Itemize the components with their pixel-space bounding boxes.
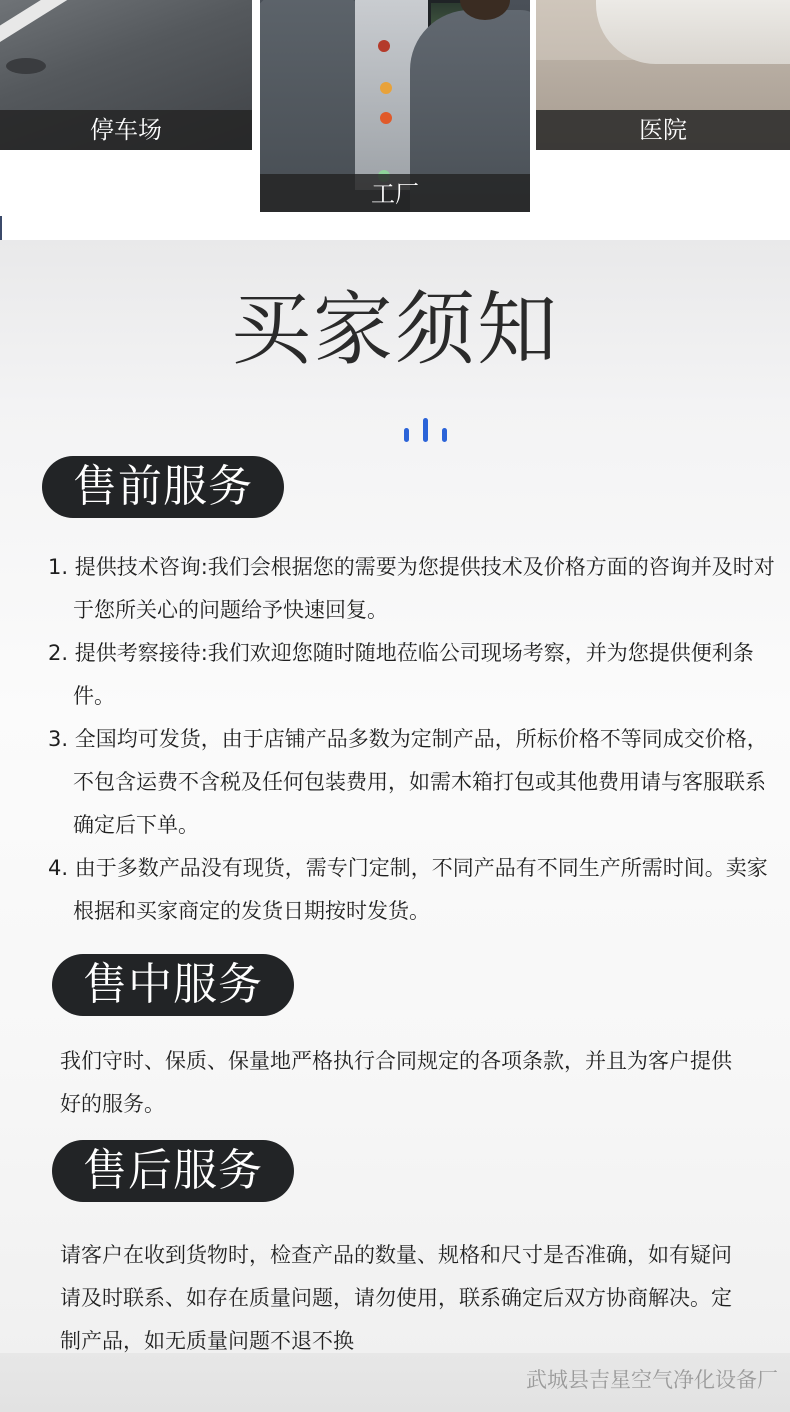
hospital-photo: [536, 0, 790, 150]
after-sale-heading: 售后服务: [52, 1140, 294, 1202]
notice-title: 买家须知: [231, 283, 559, 376]
deco-bar: [442, 428, 447, 442]
buyer-notice-panel: [0, 240, 790, 1412]
parking-photo: [0, 0, 252, 150]
reception-desk: [596, 0, 790, 64]
factory-photo: [260, 0, 530, 212]
pre-sale-item: 1. 提供技术咨询:我们会根据您的需要为您提供技术及价格方面的咨询并及时对于您所关心的问题给予快速回复。: [48, 555, 775, 622]
pre-sale-item: 3. 全国均可发货，由于店铺产品多数为定制产品，所标价格不等同成交价格，不包含运费不含税及任何包装费用，如需木箱打包或其他费用请与客服联系确定后下单。: [48, 727, 768, 837]
deco-bar: [423, 418, 428, 442]
after-sale-text: 请客户在收到货物时，检查产品的数量、规格和尺寸是否准确，如有疑问请及时联系、如存在质量问题，请勿使用，联系确定后双方协商解决。定制产品，如无质量问题不退不换: [60, 1243, 732, 1353]
pre-sale-item: 2. 提供考察接待:我们欢迎您随时随地莅临公司现场考察，并为您提供便利条件。: [48, 641, 754, 708]
footer-band: [0, 1353, 790, 1412]
factory-caption: 工厂: [260, 174, 530, 212]
in-sale-heading: 售中服务: [52, 954, 294, 1016]
parking-caption: 停车场: [0, 110, 252, 150]
deco-bar: [404, 428, 409, 442]
indicator-lamp: [380, 112, 392, 124]
pre-sale-item: 4. 由于多数产品没有现货，需专门定制，不同产品有不同生产所需时间。卖家根据和买家商定的发货日期按时发货。: [48, 856, 768, 923]
parking-line: [0, 0, 252, 50]
indicator-lamp: [380, 82, 392, 94]
scene-photo-strip: [0, 0, 790, 240]
title-decoration-icon: [404, 418, 452, 442]
divider-mark: [0, 216, 2, 240]
in-sale-text: 我们守时、保质、保量地严格执行合同规定的各项条款，并且为客户提供好的服务。: [60, 1049, 732, 1116]
indicator-lamp: [378, 40, 390, 52]
hospital-caption: 医院: [536, 110, 790, 150]
floor-drain: [6, 58, 46, 74]
company-name: 武城县吉星空气净化设备厂: [526, 1368, 778, 1392]
pre-sale-heading: 售前服务: [42, 456, 284, 518]
